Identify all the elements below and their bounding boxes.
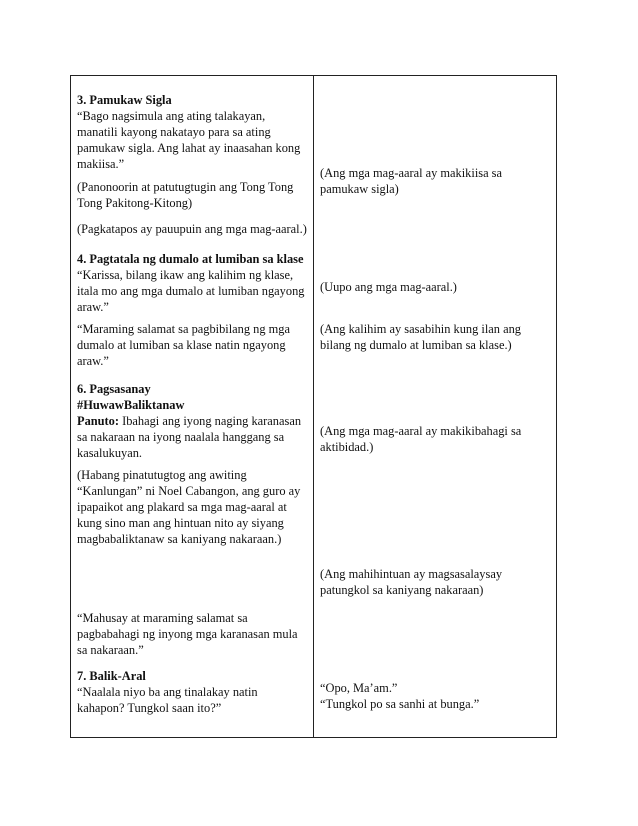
section-6-heading: 6. Pagsasanay <box>77 382 151 396</box>
section-4-quote-instruction: “Karissa, bilang ikaw ang kalihim ng klase, itala mo ang mga dumalo at lumiban ngayong araw.” <box>77 268 305 314</box>
response-balik-aral: “Opo, Ma’am.” “Tungkol po sa sanhi at bunga.” <box>320 681 480 711</box>
section-7-quote: “Naalala niyo ba ang tinalakay natin kahapon? Tungkol saan ito?” <box>77 685 258 715</box>
column-divider <box>313 76 314 737</box>
section-6-note: (Habang pinatutugtog ang awiting “Kanlungan” ni Noel Cabangon, ang guro ay ipapaikot ang plakard sa mga mag-aaral at kung sino man ang hintuan nito ay siyang magbabaliktanaw sa kaniyang nakaraan.) <box>77 468 301 546</box>
section-7-heading: 7. Balik-Aral <box>77 669 146 683</box>
response-uupo: (Uupo ang mga mag-aaral.) <box>320 280 457 294</box>
section-3-quote: “Bago nagsimula ang ating talakayan, manatili kayong nakatayo para sa ating pamukaw sigla. Ang lahat ay inaasahan kong makiisa.” <box>77 109 301 171</box>
section-3-note-seat: (Pagkatapos ay pauupuin ang mga mag-aaral.) <box>77 222 307 236</box>
section-6-quote: “Mahusay at maraming salamat sa pagbabahagi ng inyong mga karanasan mula sa nakaraan.” <box>77 611 298 657</box>
section-4-quote-thanks: “Maraming salamat sa pagbibilang ng mga dumalo at lumiban sa klase natin ngayong araw.” <box>77 322 290 368</box>
response-magsasalaysay: (Ang mahihintuan ay magsasalaysay patungkol sa kaniyang nakaraan) <box>320 567 503 597</box>
panuto-label: Panuto: <box>77 414 119 428</box>
lesson-plan-table <box>70 75 557 738</box>
panuto-text: Ibahagi ang iyong naging karanasan sa nakaraan na iyong naalala hanggang sa kasalukuyan. <box>77 414 302 460</box>
section-6-hashtag: #HuwawBaliktanaw <box>77 398 185 412</box>
response-pamukaw-sigla: (Ang mga mag-aaral ay makikiisa sa pamukaw sigla) <box>320 166 503 196</box>
section-3-heading: 3. Pamukaw Sigla <box>77 93 172 107</box>
section-6-instructions <box>77 413 309 461</box>
section-3-note-video: (Panonoorin at patutugtugin ang Tong Tong Tong Pakitong-Kitong) <box>77 180 294 210</box>
response-makikibahagi: (Ang mga mag-aaral ay makikibahagi sa aktibidad.) <box>320 424 522 454</box>
section-4-heading: 4. Pagtatala ng dumalo at lumiban sa klase <box>77 252 304 266</box>
response-kalihim: (Ang kalihim ay sasabihin kung ilan ang bilang ng dumalo at lumiban sa klase.) <box>320 322 521 352</box>
